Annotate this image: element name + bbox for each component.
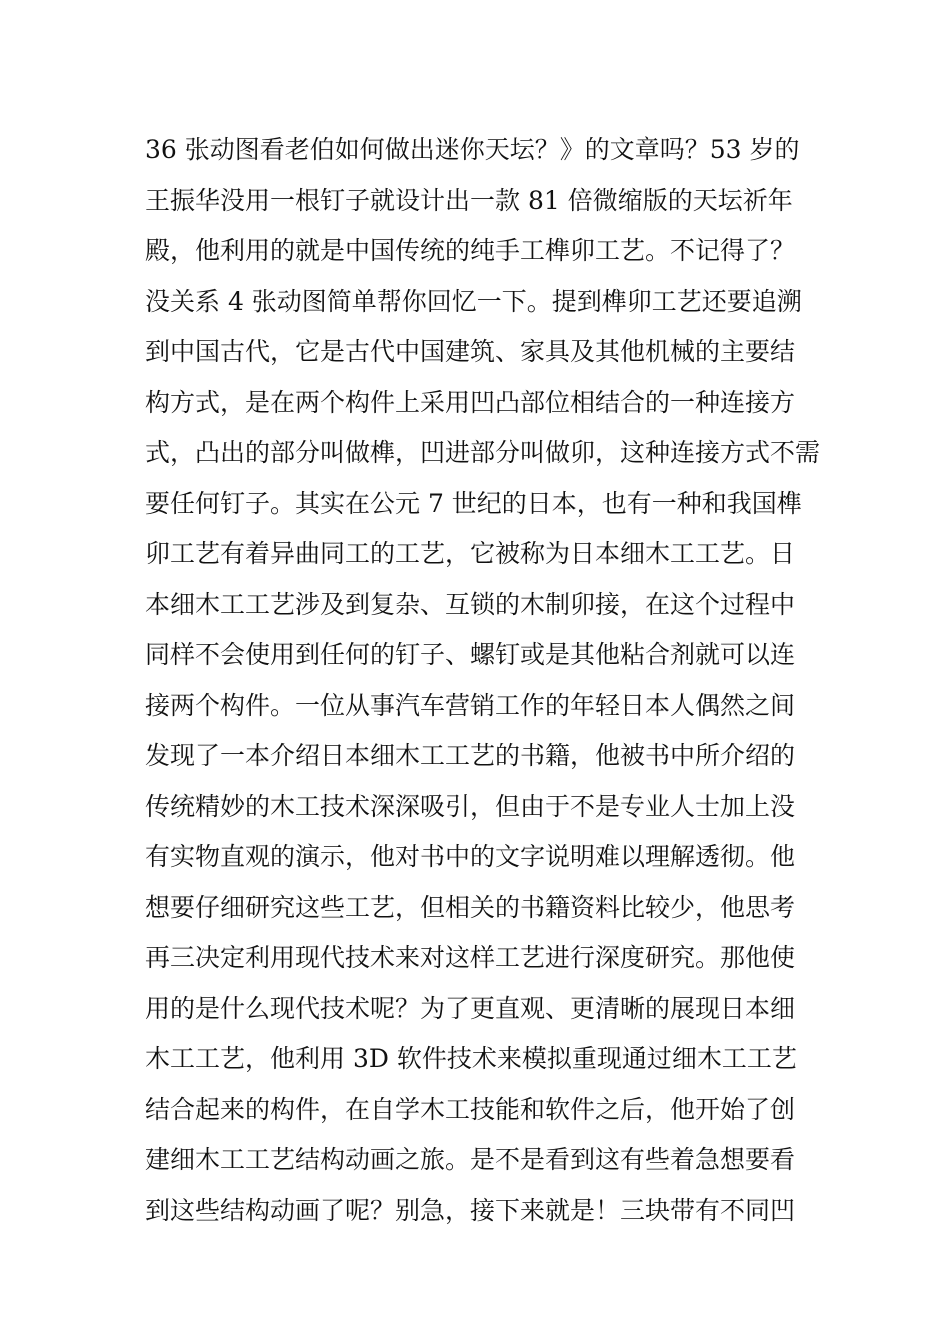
text-line: 式，凸出的部分叫做榫，凹进部分叫做卯，这种连接方式不需 [145,438,821,467]
text-line: 王振华没用一根钉子就设计出一款 81 倍微缩版的天坛祈年 [145,185,793,215]
text-line: 到这些结构动画了呢？别急，接下来就是！三块带有不同凹 [145,1195,796,1225]
text-line: 36 张动图看老伯如何做出迷你天坛？》的文章吗？53 岁的 [145,135,800,164]
text-line: 木工工艺，他利用 3D 软件技术来模拟重现通过细木工工艺 [145,1044,797,1073]
text-line: 传统精妙的木工技术深深吸引，但由于不是专业人士加上没 [145,791,796,821]
text-line: 殿，他利用的就是中国传统的纯手工榫卯工艺。不记得了？ [145,236,796,265]
text-line: 再三决定利用现代技术来对这样工艺进行深度研究。那他使 [145,943,796,972]
text-line: 到中国古代，它是古代中国建筑、家具及其他机械的主要结 [145,337,796,366]
text-line: 没关系 4 张动图简单帮你回忆一下。提到榫卯工艺还要追溯 [145,286,802,316]
text-line: 用的是什么现代技术呢？为了更直观、更清晰的展现日本细 [145,993,796,1023]
body-paragraph [145,125,825,1236]
text-line: 建细木工工艺结构动画之旅。是不是看到这有些着急想要看 [145,1145,796,1174]
text-line: 接两个构件。一位从事汽车营销工作的年轻日本人偶然之间 [145,690,796,720]
text-line: 发现了一本介绍日本细木工工艺的书籍，他被书中所介绍的 [145,741,796,770]
text-line: 本细木工工艺涉及到复杂、互锁的木制卯接，在这个过程中 [145,589,796,619]
text-line: 有实物直观的演示，他对书中的文字说明难以理解透彻。他 [145,842,796,871]
text-line: 结合起来的构件，在自学木工技能和软件之后，他开始了创 [145,1094,796,1124]
text-line: 卯工艺有着异曲同工的工艺，它被称为日本细木工工艺。日 [145,539,796,568]
text-line: 想要仔细研究这些工艺，但相关的书籍资料比较少，他思考 [145,892,796,922]
text-line: 构方式，是在两个构件上采用凹凸部位相结合的一种连接方 [145,387,796,417]
text-line: 同样不会使用到任何的钉子、螺钉或是其他粘合剂就可以连 [145,640,796,669]
text-line: 要任何钉子。其实在公元 7 世纪的日本，也有一种和我国榫 [145,488,802,518]
